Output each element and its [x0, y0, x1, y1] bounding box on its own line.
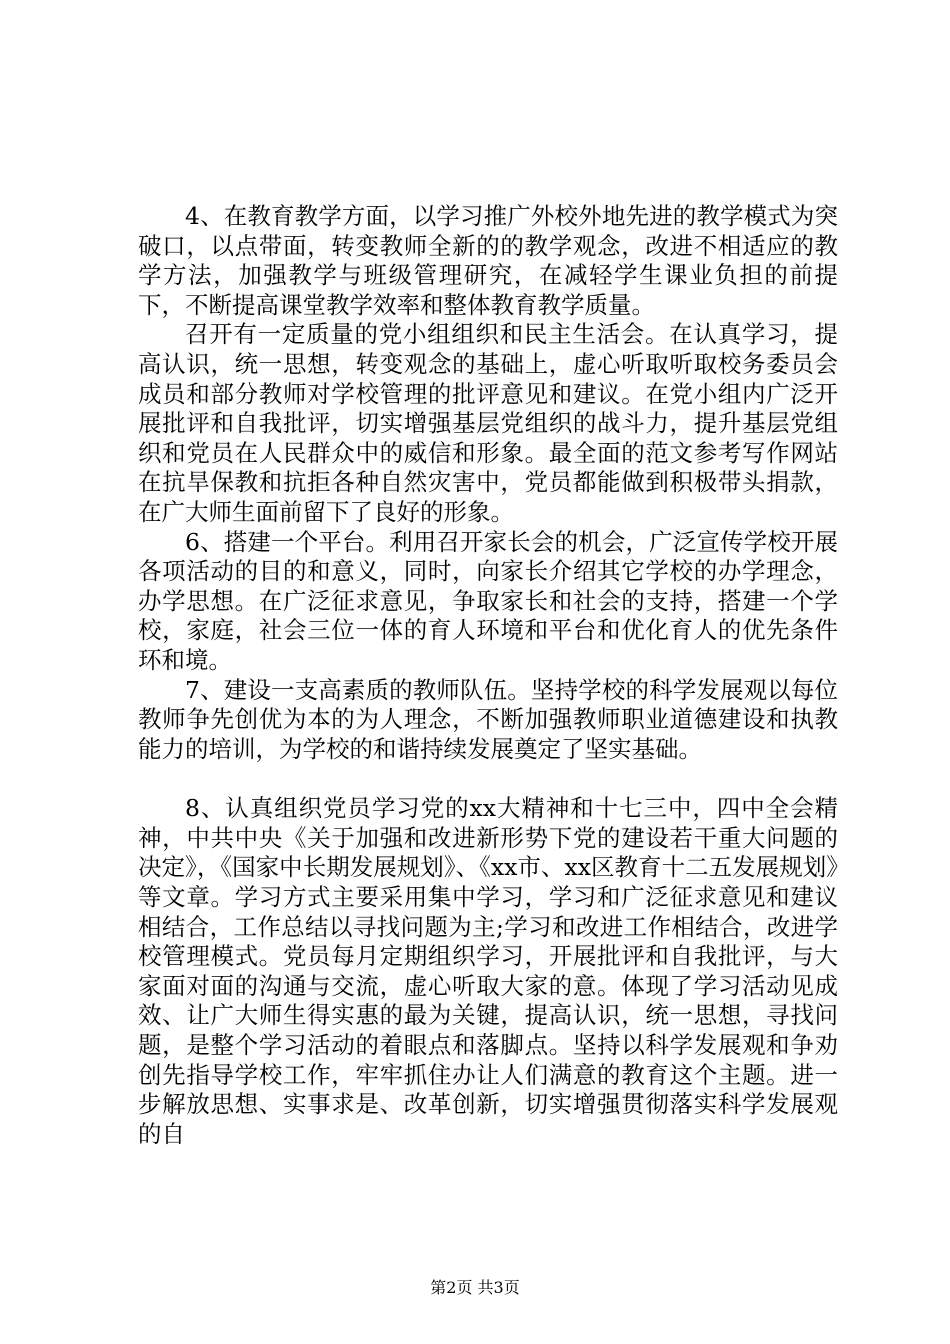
page-footer: 第2页 共3页: [430, 1278, 520, 1297]
paragraph-party-meeting: 召开有一定质量的党小组组织和民主生活会。在认真学习，提高认识，统一思想，转变观念的基础上，虚心听取听取校务委员会成员和部分教师对学校管理的批评意见和建议。在党小组内广泛开展批评和自我批评，切实增强基层党组织的战斗力，提升基层党组织和党员在人民群众中的威信和形象。最全面的范文参考写作网站在抗旱保教和抗拒各种自然灾害中，党员都能做到积极带头捐款，在广大师生面前留下了良好的形象。: [138, 320, 838, 526]
paragraph-party-study: 8、认真组织党员学习党的xx大精神和十七三中，四中全会精神，中共中央《关于加强和改进新形势下党的建设若干重大问题的决定》，《国家中长期发展规划》、《xx市、xx区教育十二五发展规划》等文章。学习方式主要采用集中学习，学习和广泛征求意见和建议相结合，工作总结以寻找问题为主;学习和改进工作相结合，改进学校管理模式。党员每月定期组织学习，开展批评和自我批评，与大家面对面的沟通与交流，虚心听取大家的意。体现了学习活动见成效、让广大师生得实惠的最为关键，提高认识，统一思想，寻找问题，是整个学习活动的着眼点和落脚点。坚持以科学发展观和争劝创先指导学校工作，牢牢抓住办让人们满意的教育这个主题。进一步解放思想、实事求是、改革创新，切实增强贯彻落实科学发展观的自: [138, 794, 838, 1148]
document-body: [138, 202, 838, 1149]
paragraph-teacher-team: 7、建设一支高素质的教师队伍。坚持学校的科学发展观以每位教师争先创优为本的为人理念，不断加强教师职业道德建设和执教能力的培训，为学校的和谐持续发展奠定了坚实基础。: [138, 675, 838, 763]
paragraph-teaching: 4、在教育教学方面，以学习推广外校外地先进的教学模式为突破口，以点带面，转变教师全新的的教学观念，改进不相适应的教学方法，加强教学与班级管理研究，在减轻学生课业负担的前提下，不断提高课堂教学效率和整体教育教学质量。: [138, 202, 838, 319]
paragraph-platform: 6、搭建一个平台。利用召开家长会的机会，广泛宣传学校开展各项活动的目的和意义，同时，向家长介绍其它学校的办学理念，办学思想。在广泛征求意见，争取家长和社会的支持，搭建一个学校，家庭，社会三位一体的育人环境和平台和优化育人的优先条件环和境。: [138, 527, 838, 674]
